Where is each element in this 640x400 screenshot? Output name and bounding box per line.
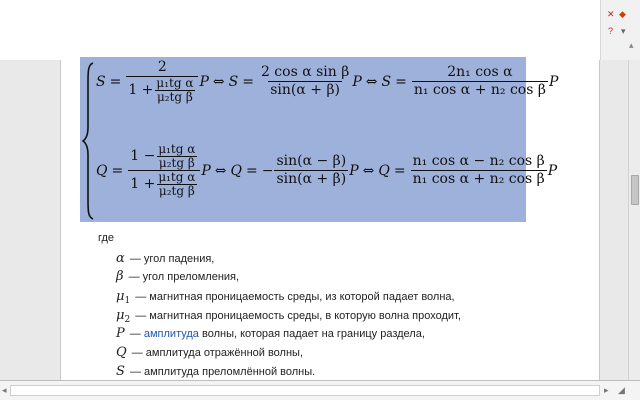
menu-icon[interactable]: ▴: [629, 40, 634, 50]
formula-q-eq-2: =: [245, 162, 258, 179]
toolbar-right-panel: [600, 0, 640, 60]
formula-highlight-box: [80, 57, 559, 222]
formula-s-fraction-1: [126, 59, 198, 104]
formula-s-p-3: P: [548, 73, 559, 90]
formula-q-f1-num-inner-num: μ₁tg α: [158, 142, 196, 156]
definition-symbol: S: [116, 364, 125, 379]
formula-s-p: P: [199, 73, 209, 90]
formula-s-eq-2: =: [242, 73, 254, 90]
formula-q-f1-num: [128, 143, 200, 170]
definition-symbol: [116, 289, 130, 304]
formula-q-lhs: Q: [96, 162, 108, 179]
definition-symbol: [116, 308, 130, 323]
formula-q-f3-den: n₁ cos α + n₂ cos β: [412, 171, 545, 187]
formula-q-minus: −: [261, 162, 274, 179]
bookmark-icon[interactable]: ▾: [621, 26, 626, 36]
formula-s-eq-3: =: [395, 73, 407, 90]
definition-symbol-base: μ: [116, 289, 125, 304]
definition-symbol: Q: [116, 345, 127, 360]
formula-s-lhs-2: S: [228, 73, 239, 90]
formula-q: [96, 143, 557, 198]
formula-s-f1-inner-num: μ₁tg α: [156, 76, 194, 90]
formula-s-iff-2: ⇔: [365, 73, 378, 90]
formula-s-f2-num: 2 cos α sin β: [260, 64, 350, 80]
formula-s-f1-den: [126, 76, 198, 104]
pdf-icon[interactable]: ◆: [619, 9, 626, 19]
definition-beta: [116, 269, 239, 284]
definition-symbol: α: [116, 251, 125, 266]
left-brace-icon: [82, 61, 96, 221]
formula-q-fraction-3: [411, 153, 547, 188]
definition-text: — магнитная проницаемость среды, из которой падает волна,: [132, 291, 455, 303]
definition-mu2: [116, 308, 461, 325]
formula-q-f1-den-inner-num: μ₁tg α: [158, 170, 196, 184]
formula-s-eq: =: [109, 73, 122, 90]
definition-symbol: β: [116, 269, 124, 284]
definition-text: — амплитуда преломлённой волны.: [126, 366, 316, 378]
definition-text: — магнитная проницаемость среды, в которую волна проходит,: [132, 310, 461, 322]
horizontal-scrollbar[interactable]: [10, 385, 600, 396]
formula-q-f1-den: [128, 170, 200, 198]
scroll-left-arrow-icon[interactable]: ◂: [2, 385, 7, 395]
formula-q-f1-den-inner: [156, 171, 197, 198]
formula-s-f1-inner: [154, 77, 195, 104]
formula-q-p-2: P: [349, 162, 359, 179]
where-label: где: [98, 232, 115, 244]
formula-q-f1-den-lead: 1 +: [130, 176, 156, 192]
formula-q-f1-den-inner-den: μ₂tg β: [158, 184, 195, 198]
formula-q-p-3: P: [547, 162, 558, 179]
formula-s-p-2: P: [352, 73, 362, 90]
formula-q-iff-1: ⇔: [214, 162, 227, 179]
definition-q: [116, 345, 303, 360]
definition-text: волны, которая падает на границу раздела,: [198, 328, 425, 340]
definition-symbol-sub: 1: [124, 296, 131, 306]
amplitude-link[interactable]: амплитуда: [143, 328, 199, 340]
formula-s-lhs: S: [96, 73, 106, 90]
formula-s-lhs-3: S: [381, 73, 392, 90]
definition-p: [116, 326, 425, 341]
definition-alpha: [116, 251, 214, 266]
definition-symbol-base: μ: [116, 308, 125, 323]
scroll-right-arrow-icon[interactable]: ▸: [604, 385, 609, 395]
definition-dash: —: [126, 328, 144, 340]
scrollbar-thumb[interactable]: [631, 175, 639, 205]
formula-q-iff-2: ⇔: [362, 162, 375, 179]
formula-q-lhs-3: Q: [378, 162, 390, 179]
formula-s: [96, 59, 558, 104]
formula-q-f2-den: sin(α + β): [276, 171, 347, 187]
formula-s-f2-den: sin(α + β): [270, 82, 341, 98]
formula-s-f3-den: n₁ cos α + n₂ cos β: [413, 82, 546, 98]
definition-text: — угол преломления,: [125, 271, 240, 283]
browser-toolbar-blank: [0, 0, 612, 60]
definition-text: — амплитуда отражённой волны,: [128, 347, 304, 359]
definition-symbol: P: [116, 326, 125, 341]
formula-s-f1-den-lead: 1 +: [128, 82, 154, 98]
formula-q-fraction-1: [128, 143, 200, 198]
formula-s-fraction-2: [259, 64, 351, 99]
formula-q-f1-num-inner: [156, 143, 197, 170]
formula-q-eq: =: [111, 162, 124, 179]
definition-symbol-sub: 2: [124, 315, 131, 325]
resize-grip-icon[interactable]: ◢: [618, 385, 625, 395]
formula-s-iff-1: ⇔: [212, 73, 225, 90]
formula-q-f3-num: n₁ cos α − n₂ cos β: [412, 153, 545, 169]
vertical-scrollbar[interactable]: [628, 60, 640, 380]
bottom-bar: [0, 380, 640, 400]
definition-mu1: [116, 289, 455, 306]
formula-q-f2-num: sin(α − β): [276, 153, 347, 169]
formula-s-f1-inner-den: μ₂tg β: [157, 90, 193, 104]
close-icon[interactable]: ✕: [607, 9, 615, 19]
help-icon[interactable]: ?: [608, 26, 614, 36]
formula-q-lhs-2: Q: [230, 162, 242, 179]
formula-q-p: P: [201, 162, 211, 179]
definition-text: — угол падения,: [126, 253, 215, 265]
definition-s: [116, 364, 315, 379]
formula-s-f3-num: 2n₁ cos α: [447, 64, 513, 80]
formula-q-eq-3: =: [393, 162, 406, 179]
formula-q-f1-num-inner-den: μ₂tg β: [158, 156, 195, 170]
formula-s-fraction-3: [412, 64, 548, 99]
formula-q-f1-num-lead: 1 −: [130, 148, 156, 164]
formula-q-fraction-2: [274, 153, 348, 188]
formula-s-f1-num: 2: [157, 59, 167, 75]
